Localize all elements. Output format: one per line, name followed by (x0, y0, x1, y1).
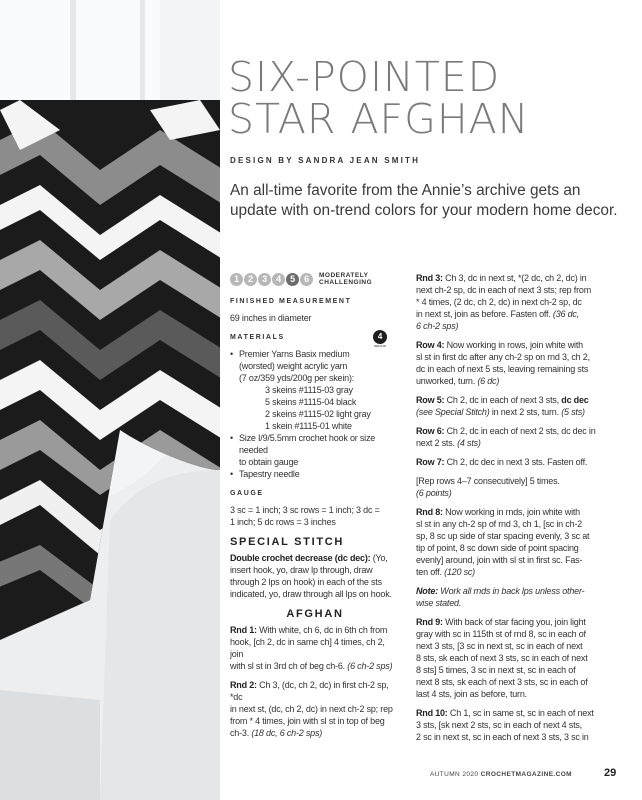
afghan-photo (0, 0, 220, 800)
yarn-weight-caption: MEDIUM (373, 344, 387, 348)
repeat-note: (6 points) (416, 488, 452, 498)
row-7 (416, 456, 624, 468)
title-line-2: STAR AFGHAN (228, 95, 530, 143)
round-line: 3 sts, [sk next 2 sts, sc in each of next 4 sts, (416, 720, 582, 730)
title-line-1: SIX-POINTED (228, 53, 501, 101)
round-line: next 8 sts, sk each of next 3 sts, sc in each of (416, 677, 588, 687)
row-4 (416, 339, 624, 387)
special-stitch-text (230, 552, 400, 600)
round-line: hook, [ch 2, dc in same ch] 4 times, ch 2, join (230, 637, 385, 659)
gauge-line-1: 3 sc = 1 inch; 3 sc rows = 1 inch; 3 dc = (230, 505, 380, 515)
yarn-line-2: (worsted) weight acrylic yarn (239, 361, 348, 371)
gauge-line-2: 1 inch; 5 dc rows = 3 inches (230, 517, 336, 527)
round-9 (416, 616, 624, 700)
round-label: Rnd 8: (416, 507, 443, 517)
note-line: wise stated. (416, 598, 462, 608)
special-line-2: insert hook, yo, draw lp through, draw (230, 565, 373, 575)
round-line: ch-3. (230, 728, 252, 738)
round-line: 2 sc in next st, sc in each of next 3 sts, 3 sc in (416, 732, 589, 742)
skill-dot-3: 3 (258, 273, 271, 286)
repeat-line: [Rep rows 4–7 consecutively] 5 times. (416, 476, 560, 486)
round-line: gray with sc in 115th st of rnd 8, sc in each of (416, 629, 586, 639)
skill-label-line-2: CHALLENGING (319, 279, 373, 286)
yarn-line-3: (7 oz/359 yds/200g per skein): (239, 373, 355, 383)
row-6 (416, 425, 624, 449)
round-note: (120 sc) (444, 567, 475, 577)
round-label: Rnd 10: (416, 708, 448, 718)
page-number: 29 (604, 767, 617, 779)
yarn-weight-number: 4 (373, 330, 387, 344)
round-note: (36 dc, (552, 309, 580, 319)
row-5 (416, 394, 624, 418)
skill-dot-2: 2 (244, 273, 257, 286)
round-3 (416, 272, 624, 332)
note-label: Note: (416, 586, 438, 596)
materials-heading: MATERIALS (230, 334, 285, 341)
materials-hook (230, 432, 400, 468)
yarn-weight-badge (373, 330, 387, 348)
round-line: sl st in any ch-2 sp of rnd 3, ch 1, [sc in ch-2 (416, 519, 582, 529)
row-line: Ch 2, dc dec in next 3 sts. Fasten off. (444, 457, 588, 467)
round-note: (18 dc, 6 ch-2 sps) (251, 728, 323, 738)
row-bold-term: dc dec (561, 395, 589, 405)
round-1 (230, 624, 400, 672)
row-label: Row 7: (416, 457, 445, 467)
row-line: Ch 2, dc in each of next 3 sts, (444, 395, 562, 405)
article-title (228, 53, 628, 143)
row-note: (6 dc) (477, 376, 500, 386)
round-line: sp, 8 sc up side of star spacing evenly, 3 sc at (416, 531, 590, 541)
finished-text: 69 inches in diameter (230, 313, 312, 323)
right-column (416, 272, 624, 750)
round-line: in next st, join as before. Fasten off. (416, 309, 553, 319)
special-line-1: (Yo, (370, 553, 388, 563)
repeat-instruction (416, 475, 624, 499)
round-label: Rnd 9: (416, 617, 443, 627)
footer-issue: AUTUMN 2020 (429, 771, 481, 778)
round-line: last 4 sts, join as before, turn. (416, 689, 527, 699)
byline: DESIGN BY SANDRA JEAN SMITH (230, 156, 421, 165)
skein-item: 5 skeins #1115-04 black (265, 397, 357, 407)
round-line: 8 sts] 5 times, 3 sc in next st, sc in each of (416, 665, 576, 675)
note-line: Work all rnds in back lps unless other- (438, 586, 585, 596)
row-line: in next 2 sts, turn. (489, 407, 562, 417)
round-line: * 4 times, (2 dc, ch 2, dc) in next ch-2 sp, dc (416, 297, 582, 307)
row-note: (5 sts) (561, 407, 585, 417)
skill-dot-5: 5 (286, 273, 299, 286)
round-line: ten off. (416, 567, 445, 577)
round-line: tip of point, 8 sc down side of point spacing (416, 543, 579, 553)
row-line: Ch 2, dc in each of next 2 sts, dc dec in (444, 426, 596, 436)
round-line: Now working in rnds, join white with (442, 507, 580, 517)
skein-list (239, 384, 400, 432)
round-line: next 3 sts, [3 sc in next st, sc in each of next (416, 641, 583, 651)
materials-yarn (230, 348, 400, 432)
round-line: Ch 3, (dc, ch 2, dc) in first ch-2 sp, *dc (230, 680, 389, 702)
special-stitch-heading: SPECIAL STITCH (230, 536, 345, 548)
row-note: (4 sts) (457, 438, 481, 448)
round-line: with sl st in 3rd ch of beg ch-6. (230, 661, 348, 671)
round-line: evenly] around, join with sl st in first sc. Fas- (416, 555, 583, 565)
skein-item: 3 skeins #1115-03 gray (265, 385, 353, 395)
round-line: Ch 3, dc in next st, *(2 dc, ch 2, dc) in (442, 273, 587, 283)
special-line-4: indicated, yo, draw through all lps on hook. (230, 589, 392, 599)
round-line: Ch 1, sc in same st, sc in each of next (447, 708, 594, 718)
row-line: sl st in first dc after any ch-2 sp on rnd 3, ch 2, (416, 352, 590, 362)
row-line: unworked, turn. (416, 376, 478, 386)
round-line: 8 sts, sk each of next 3 sts, sc in each of next (416, 653, 588, 663)
round-label: Rnd 2: (230, 680, 257, 690)
skill-dot-1: 1 (230, 273, 243, 286)
gauge-text (230, 504, 400, 528)
round-label: Rnd 1: (230, 625, 257, 635)
round-line: next ch-2 sp, dc in each of next 3 sts; rep from (416, 285, 591, 295)
round-10 (416, 707, 624, 743)
round-note: 6 ch-2 sps) (416, 321, 459, 331)
dek: An all-time favorite from the Annie’s archive gets an update with on-trend colors for your modern home decor. (230, 182, 618, 219)
row-line: dc in each of next 5 sts, leaving remaining sts (416, 364, 589, 374)
row-line: Now working in rows, join white with (444, 340, 583, 350)
row-italic-ref: (see Special Stitch) (416, 407, 490, 417)
round-line: With back of star facing you, join light (442, 617, 586, 627)
skein-item: 1 skein #1115-01 white (265, 421, 352, 431)
yarn-line-1: Premier Yarns Basix medium (239, 349, 350, 359)
round-line: in next st, (dc, ch 2, dc) in next ch-2 sp; rep (230, 704, 393, 714)
special-stitch-term: Double crochet decrease (dc dec): (230, 553, 371, 563)
round-line: from * 4 times, join with sl st in top of beg (230, 716, 385, 726)
skein-item: 2 skeins #1115-02 light gray (265, 409, 371, 419)
round-line: With white, ch 6, dc in 6th ch from (256, 625, 388, 635)
hook-line-1: Size I/9/5.5mm crochet hook or size needed (239, 433, 376, 455)
finished-heading: FINISHED MEASUREMENT (230, 298, 352, 305)
row-line: next 2 sts. (416, 438, 458, 448)
hook-line-2: to obtain gauge (239, 457, 299, 467)
footer-site: CROCHETMAGAZINE.COM (480, 771, 572, 778)
skill-dot-4: 4 (272, 273, 285, 286)
skill-label (319, 272, 372, 286)
row-label: Row 6: (416, 426, 445, 436)
materials-section (230, 332, 400, 480)
skill-dot-6: 6 (300, 273, 313, 286)
skill-level (230, 270, 400, 288)
row-label: Row 5: (416, 395, 445, 405)
round-note: (6 ch-2 sps) (347, 661, 393, 671)
round-2 (230, 679, 400, 739)
skill-label-line-1: MODERATELY (319, 272, 369, 279)
gauge-heading: GAUGE (230, 490, 264, 497)
work-note (416, 585, 624, 609)
left-column (230, 270, 400, 746)
special-line-3: through 2 lps on hook) in each of the sts (230, 577, 382, 587)
materials-needle: • Tapestry needle (230, 468, 400, 480)
materials-list (230, 348, 400, 480)
round-8 (416, 506, 624, 578)
row-label: Row 4: (416, 340, 445, 350)
page-footer (430, 771, 572, 778)
round-label: Rnd 3: (416, 273, 443, 283)
afghan-heading: AFGHAN (286, 608, 344, 620)
